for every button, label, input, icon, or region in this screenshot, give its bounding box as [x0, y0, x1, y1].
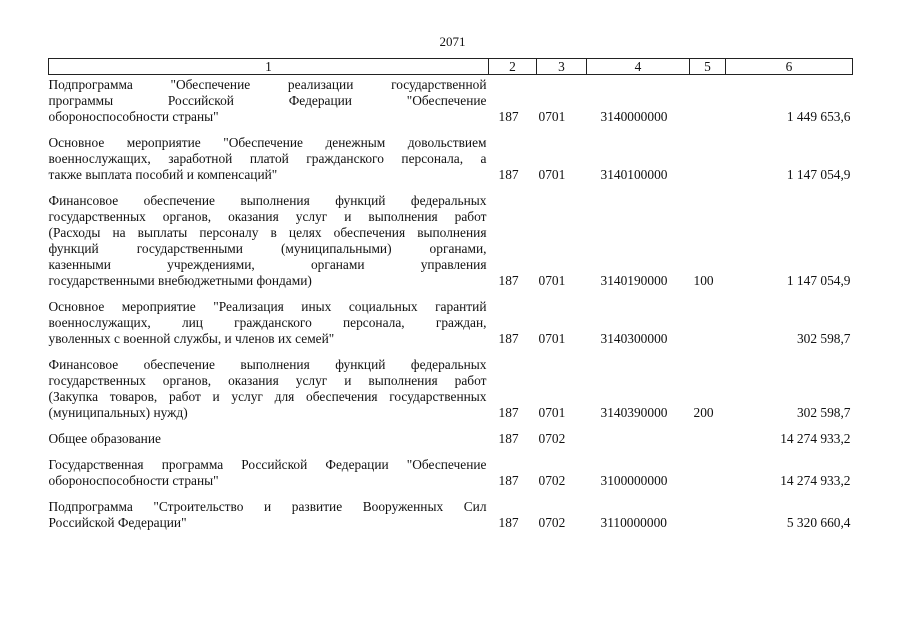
column-header-grbs: 2 — [489, 59, 537, 75]
row-expense-type — [690, 447, 726, 489]
description-line: Российской Федерации" — [48, 515, 187, 530]
row-expense-type — [690, 125, 726, 183]
page-number: 2071 — [439, 34, 466, 49]
row-target-code: 3140000000 — [600, 109, 668, 124]
row-expense-type — [690, 289, 726, 347]
table-body — [49, 75, 853, 532]
description-line: Подпрограмма "Обеспечение реализации государственной — [48, 77, 487, 92]
column-header-description: 1 — [49, 59, 489, 75]
description-line: государственными внебюджетными фондами) — [48, 273, 312, 288]
description-line: также выплата пособий и компенсаций" — [48, 167, 278, 182]
description-line: Финансовое обеспечение выполнения функций федеральных — [48, 357, 487, 372]
row-section-code: 0701 — [538, 331, 566, 346]
budget-table — [48, 58, 853, 531]
row-description — [49, 447, 489, 489]
row-section-code: 0702 — [538, 473, 566, 488]
row-expense-type — [690, 75, 726, 126]
row-target-code — [587, 421, 690, 447]
table-header-row — [49, 59, 853, 75]
column-header-amount: 6 — [726, 59, 853, 75]
row-description — [49, 489, 489, 531]
description-line: Основное мероприятие "Реализация иных социальных гарантий — [48, 299, 487, 314]
row-amount: 14 274 933,2 — [780, 473, 851, 488]
table-row — [49, 447, 853, 489]
row-expense-type — [690, 489, 726, 531]
table-row — [49, 489, 853, 531]
row-amount: 302 598,7 — [796, 331, 851, 346]
row-target-code: 3140300000 — [600, 331, 668, 346]
row-section-code: 0702 — [538, 515, 566, 530]
row-target-code: 3100000000 — [600, 473, 668, 488]
row-description — [49, 289, 489, 347]
description-line: обороноспособности страны" — [48, 109, 219, 124]
row-amount: 14 274 933,2 — [780, 431, 851, 446]
row-expense-type — [690, 421, 726, 447]
row-section-code: 0701 — [538, 167, 566, 182]
row-amount: 1 147 054,9 — [786, 273, 851, 288]
column-header-expense-type: 5 — [690, 59, 726, 75]
description-line: (Закупка товаров, работ и услуг для обеспечения государственных — [48, 389, 487, 404]
row-target-code: 3110000000 — [600, 515, 667, 530]
row-amount: 1 449 653,6 — [786, 109, 851, 124]
description-line: обороноспособности страны" — [48, 473, 219, 488]
row-section-code: 0702 — [538, 431, 566, 446]
description-line: государственных органов, оказания услуг и выполнения работ — [48, 209, 487, 224]
row-amount: 302 598,7 — [796, 405, 851, 420]
description-line: военнослужащих, заработной платой гражданского персонала, а — [48, 151, 487, 166]
description-line: Финансовое обеспечение выполнения функций федеральных — [48, 193, 487, 208]
row-amount: 5 320 660,4 — [786, 515, 851, 530]
table-row — [49, 347, 853, 421]
row-grbs-code: 187 — [498, 331, 519, 346]
row-grbs-code: 187 — [498, 515, 519, 530]
description-line: программы Российской Федерации "Обеспечение — [48, 93, 487, 108]
row-grbs-code: 187 — [498, 109, 519, 124]
description-line: казенными учреждениями, органами управления — [48, 257, 487, 272]
table-row — [49, 75, 853, 126]
row-description — [49, 421, 489, 447]
description-line: (муниципальных) нужд) — [48, 405, 188, 420]
description-line: (Расходы на выплаты персоналу в целях обеспечения выполнения — [48, 225, 487, 240]
column-header-target: 4 — [587, 59, 690, 75]
row-description — [49, 347, 489, 421]
description-line: уволенных с военной службы, и членов их семей" — [48, 331, 335, 346]
table-row — [49, 125, 853, 183]
description-line: Подпрограмма "Строительство и развитие Вооруженных Сил — [48, 499, 487, 514]
row-grbs-code: 187 — [498, 473, 519, 488]
row-description — [49, 75, 489, 126]
description-line: Основное мероприятие "Обеспечение денежным довольствием — [48, 135, 487, 150]
column-header-section: 3 — [537, 59, 587, 75]
row-description — [49, 183, 489, 289]
table-row — [49, 183, 853, 289]
row-section-code: 0701 — [538, 405, 566, 420]
row-grbs-code: 187 — [498, 167, 519, 182]
table-row — [49, 421, 853, 447]
row-grbs-code: 187 — [498, 273, 519, 288]
row-target-code: 3140390000 — [600, 405, 668, 420]
row-amount: 1 147 054,9 — [786, 167, 851, 182]
row-expense-type: 200 — [693, 405, 714, 420]
description-line: государственных органов, оказания услуг и выполнения работ — [48, 373, 487, 388]
row-target-code: 3140100000 — [600, 167, 668, 182]
row-grbs-code: 187 — [498, 431, 519, 446]
description-line: Государственная программа Российской Федерации "Обеспечение — [48, 457, 487, 472]
description-line: Общее образование — [48, 431, 161, 446]
row-target-code: 3140190000 — [600, 273, 668, 288]
row-section-code: 0701 — [538, 273, 566, 288]
row-grbs-code: 187 — [498, 405, 519, 420]
row-description — [49, 125, 489, 183]
table-row — [49, 289, 853, 347]
row-expense-type: 100 — [693, 273, 714, 288]
row-section-code: 0701 — [538, 109, 566, 124]
description-line: военнослужащих, лиц гражданского персонала, граждан, — [48, 315, 487, 330]
description-line: функций государственными (муниципальными) органами, — [48, 241, 487, 256]
